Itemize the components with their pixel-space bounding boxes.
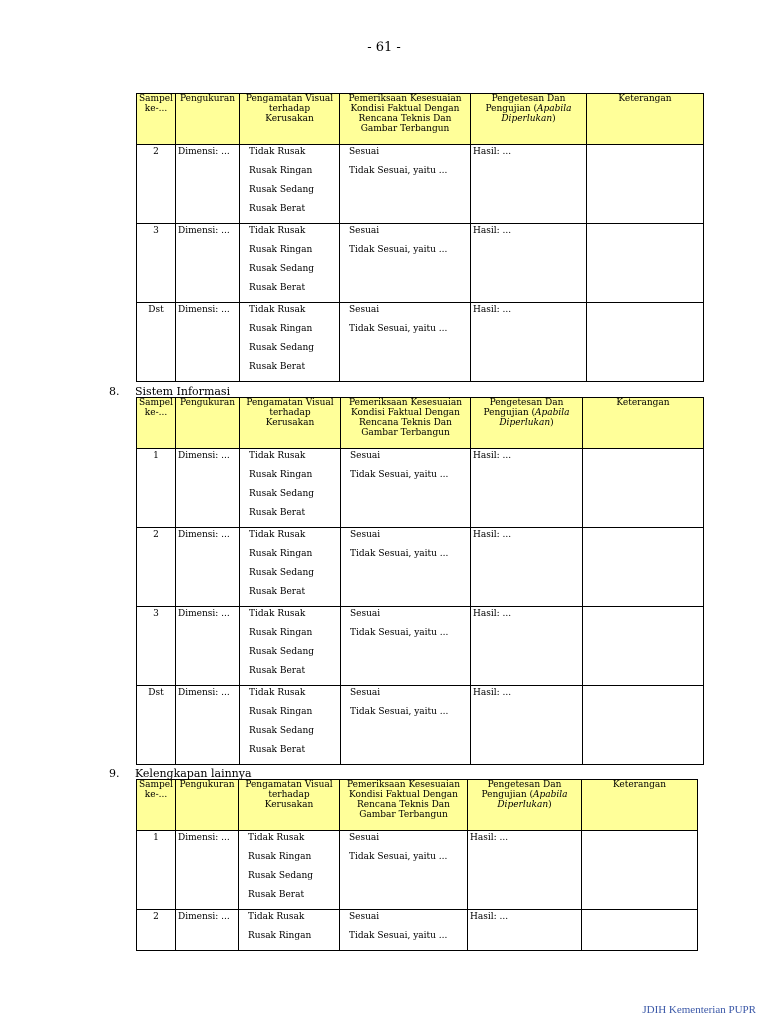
sample-number: 3 — [137, 224, 176, 303]
table-header-row — [137, 94, 704, 145]
visual-cell: Tidak Rusak Rusak Ringan Rusak Sedang Rusak Berat — [240, 686, 341, 765]
table-row — [137, 831, 698, 910]
header-sampel: Sampel ke-... — [137, 398, 176, 449]
table-row — [137, 910, 698, 951]
hasil-cell: Hasil: ... — [471, 686, 583, 765]
table-row — [137, 303, 704, 382]
header-pengetesan: Pengetesan Dan Pengujian (Apabila Diperlukan) — [471, 398, 583, 449]
visual-cell: Tidak Rusak Rusak Ringan Rusak Sedang Rusak Berat — [239, 831, 340, 910]
table-row — [137, 528, 704, 607]
header-pengukuran: Pengukuran — [176, 94, 240, 145]
keterangan-cell — [583, 449, 704, 528]
pemeriksaan-cell: Sesuai Tidak Sesuai, yaitu ... — [341, 449, 471, 528]
table-header-row — [137, 398, 704, 449]
kelengkapan-lainnya-table — [136, 779, 698, 951]
table-row — [137, 224, 704, 303]
sample-number: 1 — [137, 831, 176, 910]
page-number: - 61 - — [367, 40, 401, 55]
dimensi-cell: Dimensi: ... — [176, 910, 239, 951]
header-pengamatan: Pengamatan Visual terhadap Kerusakan — [240, 94, 340, 145]
hasil-cell: Hasil: ... — [471, 528, 583, 607]
keterangan-cell — [583, 686, 704, 765]
keterangan-cell — [583, 607, 704, 686]
sample-number: Dst — [137, 303, 176, 382]
keterangan-cell — [582, 910, 698, 951]
dimensi-cell: Dimensi: ... — [176, 224, 240, 303]
pemeriksaan-cell: Sesuai Tidak Sesuai, yaitu ... — [341, 686, 471, 765]
pemeriksaan-cell: Sesuai Tidak Sesuai, yaitu ... — [340, 831, 468, 910]
header-pemeriksaan: Pemeriksaan Kesesuaian Kondisi Faktual Dengan Rencana Teknis Dan Gambar Terbangun — [341, 398, 471, 449]
header-sampel: Sampel ke-... — [137, 94, 176, 145]
dimensi-cell: Dimensi: ... — [176, 686, 240, 765]
pemeriksaan-cell: Sesuai Tidak Sesuai, yaitu ... — [341, 607, 471, 686]
table-header-row — [137, 780, 698, 831]
header-pengukuran: Pengukuran — [176, 780, 239, 831]
hasil-cell: Hasil: ... — [468, 831, 582, 910]
sample-number: 2 — [137, 910, 176, 951]
hasil-cell: Hasil: ... — [471, 607, 583, 686]
visual-cell: Tidak Rusak Rusak Ringan Rusak Sedang Rusak Berat — [240, 607, 341, 686]
pemeriksaan-cell: Sesuai Tidak Sesuai, yaitu ... — [340, 303, 471, 382]
header-pengukuran: Pengukuran — [176, 398, 240, 449]
section-8-title: 8. Sistem Informasi — [109, 385, 231, 398]
keterangan-cell — [587, 224, 704, 303]
sample-number: Dst — [137, 686, 176, 765]
hasil-cell: Hasil: ... — [471, 224, 587, 303]
visual-cell: Tidak Rusak Rusak Ringan Rusak Sedang Rusak Berat — [240, 528, 341, 607]
pemeriksaan-cell: Sesuai Tidak Sesuai, yaitu ... — [340, 145, 471, 224]
header-pengetesan: Pengetesan Dan Pengujian (Apabila Diperlukan) — [468, 780, 582, 831]
inspection-table-continued — [136, 93, 704, 382]
section-9-title: 9. Kelengkapan lainnya — [109, 767, 252, 780]
visual-cell: Tidak Rusak Rusak Ringan Rusak Sedang Rusak Berat — [240, 224, 340, 303]
header-keterangan: Keterangan — [587, 94, 704, 145]
keterangan-cell — [583, 528, 704, 607]
sample-number: 1 — [137, 449, 176, 528]
footer-jdih: JDIH Kementerian PUPR — [642, 1004, 756, 1016]
hasil-cell: Hasil: ... — [468, 910, 582, 951]
keterangan-cell — [587, 145, 704, 224]
sample-number: 3 — [137, 607, 176, 686]
visual-cell: Tidak Rusak Rusak Ringan — [239, 910, 340, 951]
keterangan-cell — [587, 303, 704, 382]
visual-cell: Tidak Rusak Rusak Ringan Rusak Sedang Rusak Berat — [240, 449, 341, 528]
header-pengetesan: Pengetesan Dan Pengujian (Apabila Diperlukan) — [471, 94, 587, 145]
header-pemeriksaan: Pemeriksaan Kesesuaian Kondisi Faktual Dengan Rencana Teknis Dan Gambar Terbangun — [340, 94, 471, 145]
header-sampel: Sampel ke-... — [137, 780, 176, 831]
dimensi-cell: Dimensi: ... — [176, 607, 240, 686]
header-pengamatan: Pengamatan Visual terhadap Kerusakan — [239, 780, 340, 831]
dimensi-cell: Dimensi: ... — [176, 831, 239, 910]
pemeriksaan-cell: Sesuai Tidak Sesuai, yaitu ... — [340, 224, 471, 303]
hasil-cell: Hasil: ... — [471, 303, 587, 382]
visual-cell: Tidak Rusak Rusak Ringan Rusak Sedang Rusak Berat — [240, 303, 340, 382]
table-row — [137, 145, 704, 224]
pemeriksaan-cell: Sesuai Tidak Sesuai, yaitu ... — [340, 910, 468, 951]
pemeriksaan-cell: Sesuai Tidak Sesuai, yaitu ... — [341, 528, 471, 607]
hasil-cell: Hasil: ... — [471, 145, 587, 224]
sample-number: 2 — [137, 528, 176, 607]
hasil-cell: Hasil: ... — [471, 449, 583, 528]
dimensi-cell: Dimensi: ... — [176, 303, 240, 382]
keterangan-cell — [582, 831, 698, 910]
header-pemeriksaan: Pemeriksaan Kesesuaian Kondisi Faktual Dengan Rencana Teknis Dan Gambar Terbangun — [340, 780, 468, 831]
table-row — [137, 607, 704, 686]
header-keterangan: Keterangan — [583, 398, 704, 449]
table-row — [137, 686, 704, 765]
sistem-informasi-table — [136, 397, 704, 765]
header-pengamatan: Pengamatan Visual terhadap Kerusakan — [240, 398, 341, 449]
dimensi-cell: Dimensi: ... — [176, 449, 240, 528]
header-keterangan: Keterangan — [582, 780, 698, 831]
table-row — [137, 449, 704, 528]
dimensi-cell: Dimensi: ... — [176, 528, 240, 607]
dimensi-cell: Dimensi: ... — [176, 145, 240, 224]
visual-cell: Tidak Rusak Rusak Ringan Rusak Sedang Rusak Berat — [240, 145, 340, 224]
sample-number: 2 — [137, 145, 176, 224]
